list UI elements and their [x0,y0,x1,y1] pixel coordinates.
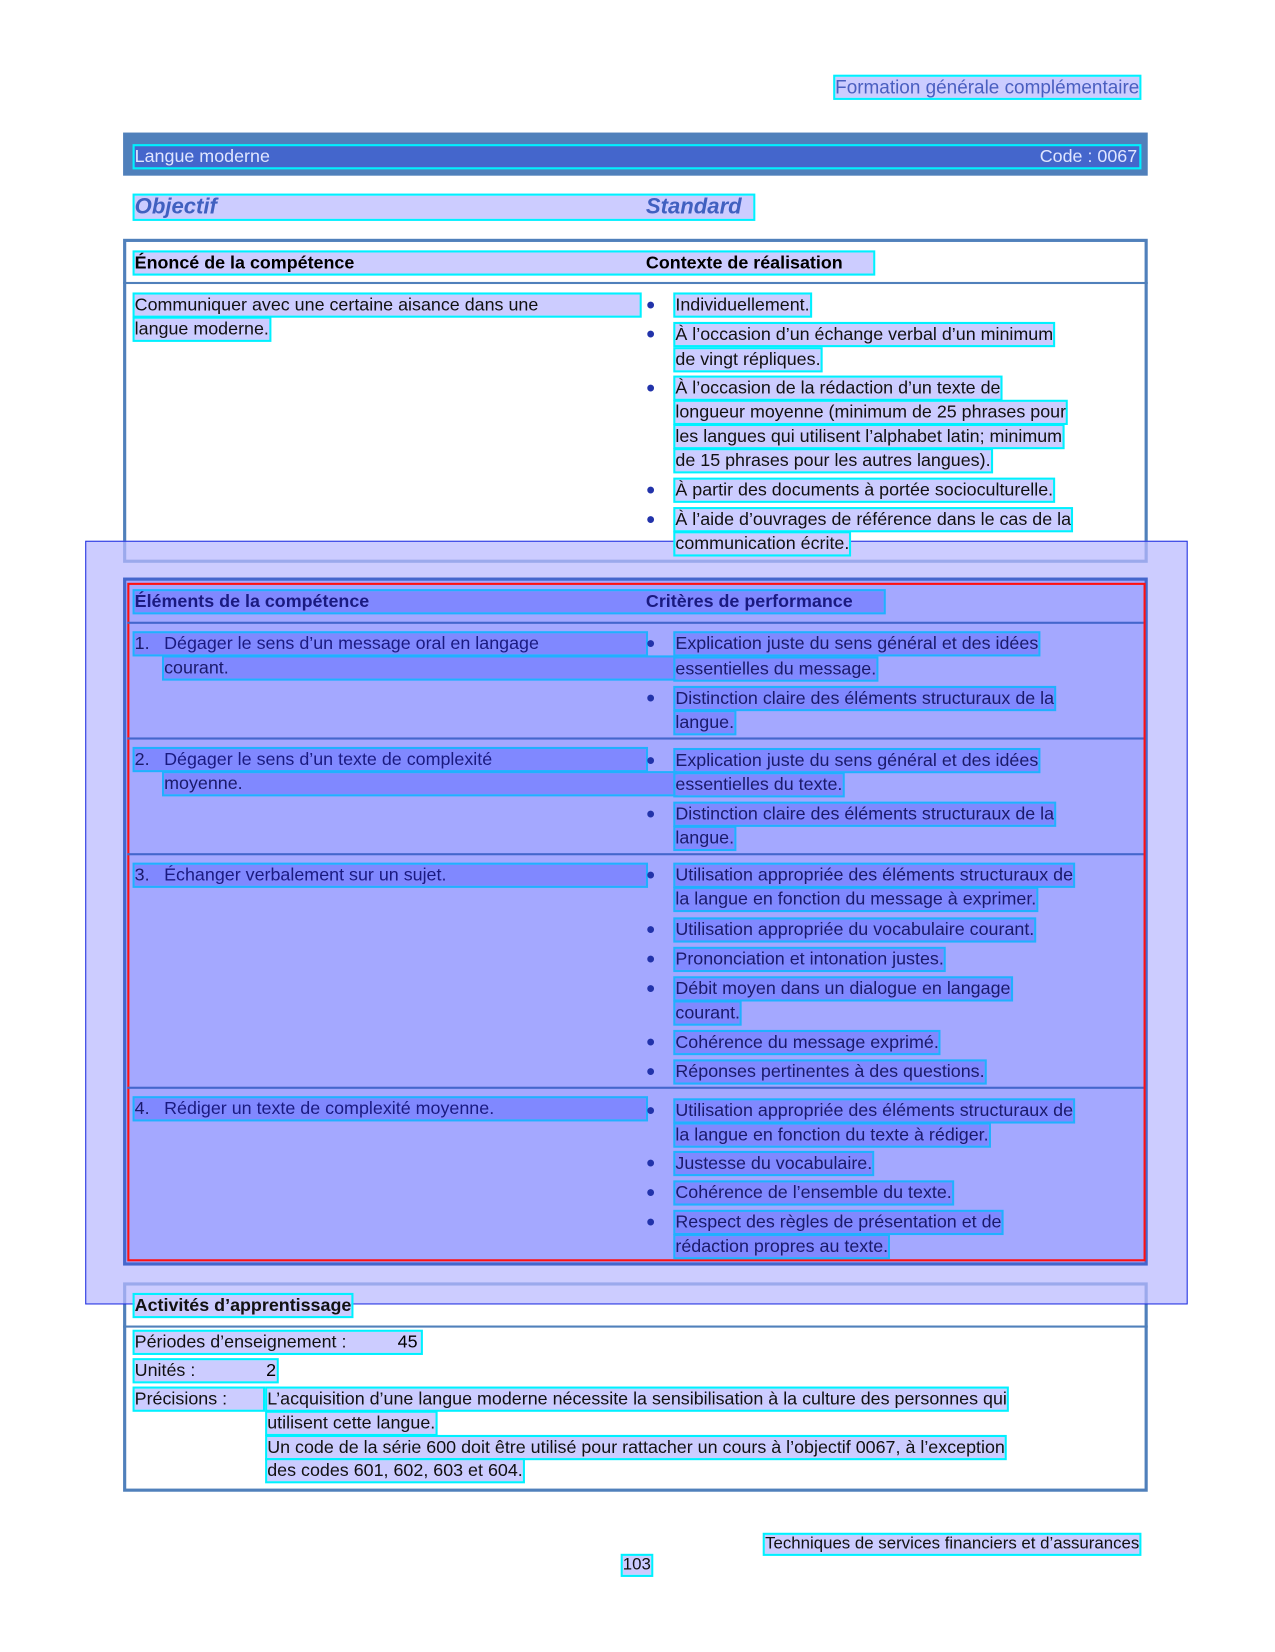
col-header-context: Contexte de réalisation [645,252,843,273]
context-line: À l’aide d’ouvrages de référence dans le cas de la [675,509,1072,530]
bullet-icon: ● [645,979,656,998]
bullet-icon: ● [645,689,656,707]
bullet-icon: ● [645,1062,656,1081]
bullet-icon: ● [645,865,656,884]
bullet-icon: ● [645,751,656,770]
element-number: 2. [135,749,646,770]
context-line: longueur moyenne (minimum de 25 phrases pour [675,401,1067,422]
bullet-icon: ● [645,920,656,939]
details-line: L’acquisition d’une langue moderne nécessite la sensibilisation à la culture des personnes qui [267,1388,1007,1409]
bullet-icon: ● [645,378,656,397]
section-header: Formation générale complémentaire [835,76,1140,98]
details-line: des codes 601, 602, 603 et 604. [267,1460,523,1481]
periods-label: Périodes d’enseignement : [135,1332,421,1353]
bullet-icon: ● [645,1183,656,1202]
criteria-line: Débit moyen dans un dialogue en langage [675,978,1011,999]
bullet-icon: ● [645,510,656,529]
criteria-line: Respect des règles de présentation et de [675,1211,1002,1232]
col-header-elements: Éléments de la compétence [134,591,370,612]
title-bar [123,133,1148,176]
criteria-line: Cohérence de l’ensemble du texte. [675,1182,952,1203]
element-line: Dégager le sens d’un texte de complexité [164,749,493,770]
page-number: 103 [622,1555,651,1574]
criteria-line: Utilisation appropriée des éléments structuraux de [675,864,1074,885]
criteria-line: Explication juste du sens général et des idées [675,750,1039,771]
bullet-icon: ● [645,1212,656,1231]
standard-label: Standard [645,194,742,219]
element-number: 4. [135,1098,646,1119]
bullet-icon: ● [645,295,656,314]
criteria-line: Justesse du vocabulaire. [675,1152,873,1173]
element-line: Rédiger un texte de complexité moyenne. [164,1098,495,1119]
bullet-icon: ● [645,480,656,499]
bullet-icon: ● [645,1033,656,1051]
criteria-line: essentielles du message. [675,658,877,679]
bullet-icon: ● [645,325,656,343]
course-code: Code : 0067 [1039,146,1138,167]
criteria-line: Utilisation appropriée des éléments structuraux de [675,1100,1074,1121]
bullet-icon: ● [645,1101,656,1120]
details-line: utilisent cette langue. [267,1412,436,1433]
element-line: Dégager le sens d’un message oral en langage [164,633,539,654]
periods-value: 45 [397,1331,418,1352]
col-header-criteria: Critères de performance [645,591,853,612]
criteria-line: Réponses pertinentes à des questions. [675,1061,985,1082]
bullet-icon: ● [645,804,656,823]
bullet-icon: ● [645,949,656,968]
units-value: 2 [266,1360,277,1381]
subject-title: Langue moderne [134,146,270,167]
context-line: À partir des documents à portée socioculturelle. [675,479,1054,500]
element-line: moyenne. [164,773,675,794]
element-number: 1. [135,633,646,654]
details-line: Un code de la série 600 doit être utilisé pour rattacher un cours à l’objectif 0067, à l’exception [267,1437,1005,1458]
criteria-line: Explication juste du sens général et des idées [675,633,1039,654]
bullet-icon: ● [645,634,656,653]
criteria-line: courant. [675,1002,741,1023]
context-line: de 15 phrases pour les autres langues). [675,450,991,471]
bullet-icon: ● [645,1154,656,1172]
context-line: de vingt répliques. [675,349,821,370]
criteria-line: essentielles du texte. [675,774,843,795]
criteria-line: Distinction claire des éléments structuraux de la [675,688,1055,708]
details-label: Précisions : [135,1389,263,1410]
context-line: À l’occasion d’un échange verbal d’un minimum [675,324,1054,345]
criteria-line: Prononciation et intonation justes. [675,948,944,969]
context-line: les langues qui utilisent l’alphabet latin; minimum [675,426,1063,447]
criteria-line: Distinction claire des éléments structuraux de la [675,803,1055,824]
activities-title: Activités d’apprentissage [134,1295,352,1315]
objective-label: Objectif [134,194,217,219]
criteria-line: la langue en fonction du message à exprimer. [675,888,1037,909]
statement-line: langue moderne. [134,318,269,339]
element-number: 3. [135,865,646,886]
context-line: Individuellement. [675,294,810,315]
criteria-line: rédaction propres au texte. [675,1236,889,1257]
footer-program: Techniques de services financiers et d’assurances [765,1534,1140,1553]
statement-line: Communiquer avec une certaine aisance dans une [135,295,640,316]
criteria-line: Cohérence du message exprimé. [675,1032,939,1052]
context-line: À l’occasion de la rédaction d’un texte de [675,377,1001,398]
units-label: Unités : [135,1360,277,1381]
criteria-line: la langue en fonction du texte à rédiger. [675,1124,989,1145]
criteria-line: langue. [675,712,735,733]
element-line: courant. [164,658,675,679]
element-line: Échanger verbalement sur un sujet. [164,864,447,885]
col-header-statement: Énoncé de la compétence [134,252,355,273]
context-line: communication écrite. [675,533,850,554]
criteria-line: langue. [675,827,735,848]
criteria-line: Utilisation appropriée du vocabulaire courant. [675,919,1035,940]
